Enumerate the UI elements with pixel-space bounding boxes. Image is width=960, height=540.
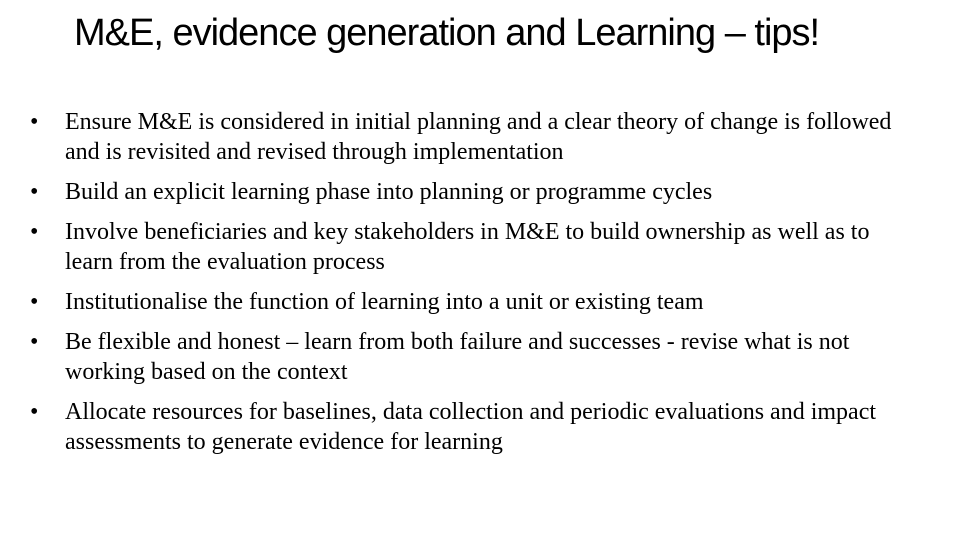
slide-title: M&E, evidence generation and Learning – tips! xyxy=(74,12,820,54)
bullet-list xyxy=(30,107,910,467)
bullet-item xyxy=(30,287,910,317)
bullet-item xyxy=(30,217,910,277)
bullet-item xyxy=(30,107,910,167)
bullet-mark: • xyxy=(30,179,39,205)
bullet-mark: • xyxy=(30,329,39,355)
bullet-item xyxy=(30,327,910,387)
bullet-mark: • xyxy=(30,399,39,425)
bullet-text: Build an explicit learning phase into planning or programme cycles xyxy=(65,179,713,205)
bullet-text: Ensure M&E is considered in initial planning and a clear theory of change is followed and is revisited and revised through implementation xyxy=(65,109,892,165)
bullet-text: Institutionalise the function of learning into a unit or existing team xyxy=(65,289,704,315)
bullet-mark: • xyxy=(30,109,39,135)
bullet-mark: • xyxy=(30,219,39,245)
bullet-text: Be flexible and honest – learn from both failure and successes - revise what is not working based on the context xyxy=(65,329,850,385)
bullet-item xyxy=(30,397,910,457)
bullet-mark: • xyxy=(30,289,39,315)
bullet-item xyxy=(30,177,910,207)
bullet-text: Allocate resources for baselines, data collection and periodic evaluations and impact assessments to generate evidence for learning xyxy=(65,399,877,455)
bullet-text: Involve beneficiaries and key stakeholders in M&E to build ownership as well as to learn from the evaluation process xyxy=(65,219,870,275)
